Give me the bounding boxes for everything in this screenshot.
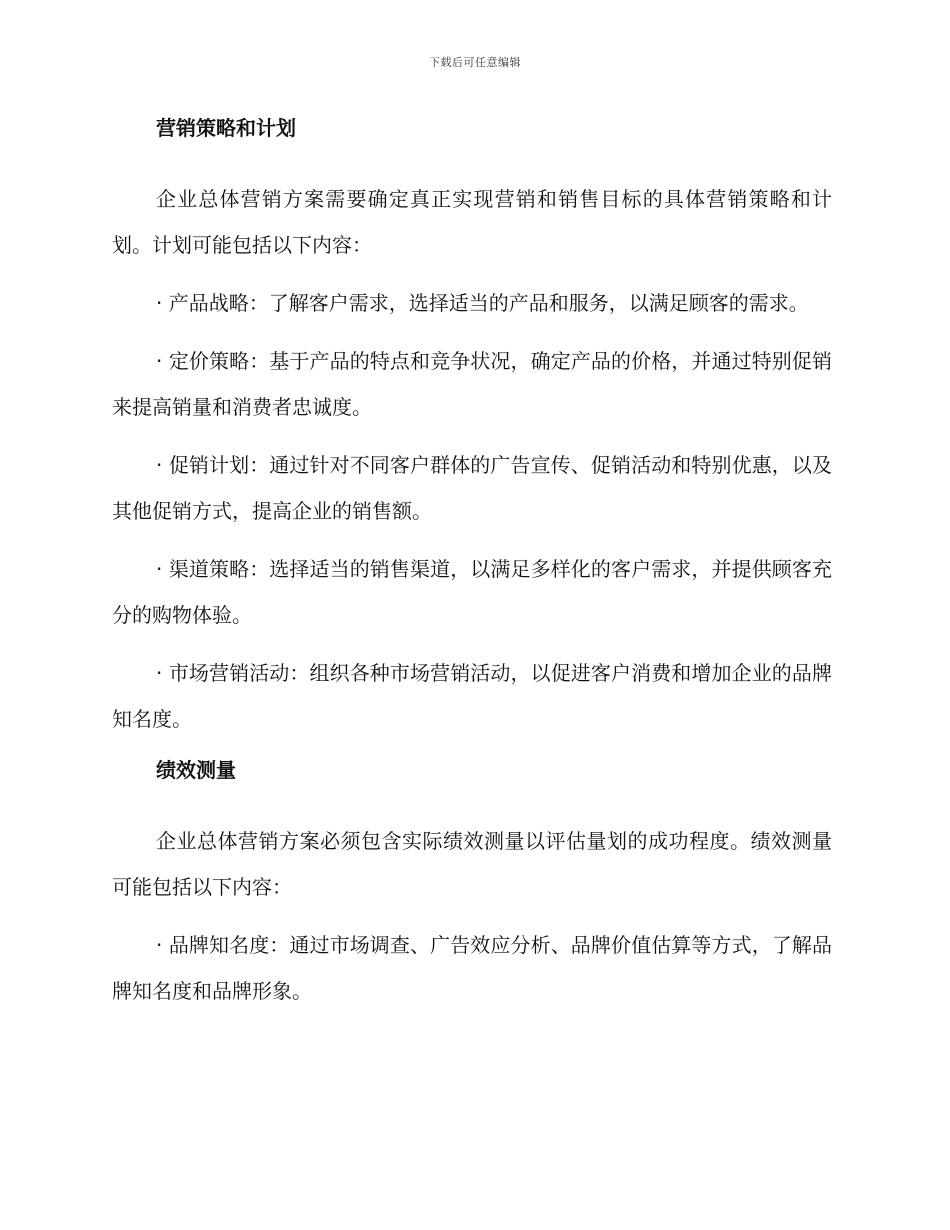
paragraph-strategy-intro: 企业总体营销方案需要确定真正实现营销和销售目标的具体营销策略和计划。计划可能包括以下内容： xyxy=(112,187,832,257)
list-item-marketing-activities: · 市场营销活动：组织各种市场营销活动，以促进客户消费和增加企业的品牌知名度。 xyxy=(112,661,832,731)
paragraph-performance-intro: 企业总体营销方案必须包含实际绩效测量以评估量划的成功程度。绩效测量可能包括以下内容： xyxy=(112,829,832,899)
list-item-channel-strategy: · 渠道策略：选择适当的销售渠道，以满足多样化的客户需求，并提供顾客充分的购物体验。 xyxy=(112,557,832,627)
list-item-brand-awareness: · 品牌知名度：通过市场调查、广告效应分析、品牌价值估算等方式，了解品牌知名度和品牌形象。 xyxy=(112,933,832,1003)
section-heading-strategy: 营销策略和计划 xyxy=(156,116,296,140)
page-header-note: 下载后可任意编辑 xyxy=(429,56,521,69)
list-item-product-strategy: · 产品战略：了解客户需求，选择适当的产品和服务，以满足顾客的需求。 xyxy=(156,291,809,315)
list-item-pricing-strategy: · 定价策略：基于产品的特点和竞争状况，确定产品的价格，并通过特别促销来提高销量和消费者忠诚度。 xyxy=(112,349,832,419)
document-content xyxy=(112,112,832,1026)
section-heading-performance: 绩效测量 xyxy=(156,758,236,782)
list-item-promotion-plan: · 促销计划：通过针对不同客户群体的广告宣传、促销活动和特别优惠，以及其他促销方式，提高企业的销售额。 xyxy=(112,453,832,523)
